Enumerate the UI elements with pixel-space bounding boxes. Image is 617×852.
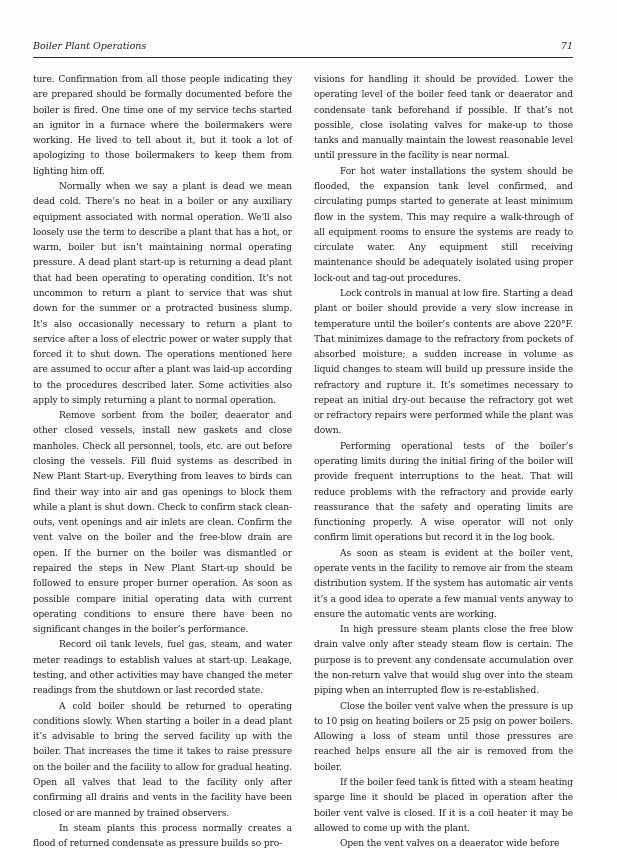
- running-title: Boiler Plant Operations: [33, 41, 147, 52]
- paragraph: Record oil tank levels, fuel gas, steam, and water meter readings to establish values at start-up. Leakage, testing, and other activities may have changed the meter readings from the shutdown or last recorded state.: [33, 640, 292, 697]
- paragraph: Lock controls in manual at low fire. Starting a dead plant or boiler should provide a very slow increase in temperature until the boiler’s contents are above 220°F. That minimizes damage to the refractory from pockets of absorbed moisture; a sudden increase in volume as liquid changes to steam will build up pressure inside the refractory and rupture it. It’s sometimes necessary to repeat an initial dry-out because the refractory got wet or refractory repairs were performed while the plant was down.: [314, 288, 573, 437]
- paragraph: visions for handling it should be provided. Lower the operating level of the boiler feed tank or deaerator and condensate tank beforehand if possible. If that’s not possible, close isolating valves for make-up to those tanks and manually maintain the lowest reasonable level until pressure in the facility is near normal.: [314, 75, 573, 162]
- paragraph: In steam plants this process normally creates a flood of returned condensate as pressure builds so pro-: [33, 823, 292, 850]
- paragraph: In high pressure steam plants close the free blow drain valve only after steady steam flow is certain. The purpose is to prevent any condensate accumulation over the non-return valve that would slug over into the steam piping when an interrupted flow is re-established.: [314, 625, 573, 697]
- paragraph: ture. Confirmation from all those people indicating they are prepared should be formally documented before the boiler is fired. One time one of my service techs started an ignitor in a furnace where the boilermakers were working. He lived to tell about it, but it took a lot of apologizing to those boilermakers to keep them from lighting him off.: [33, 75, 292, 177]
- paragraph: Close the boiler vent valve when the pressure is up to 10 psig on heating boilers or 25 psig on power boilers. Allowing a loss of steam until those pressures are reached helps ensure all the air is removed from the boiler.: [314, 701, 573, 773]
- paragraph: Open the vent valves on a deaerator wide before: [340, 839, 560, 850]
- header-rule: [33, 57, 573, 58]
- right-column: [314, 73, 573, 852]
- paragraph: A cold boiler should be returned to operating conditions slowly. When starting a boiler in a dead plant it’s advisable to bring the served facility up with the boiler. That increases the time it takes to raise pressure on the boiler and the facility to allow for gradual heating. Open all valves that lead to the facility only after confirming all drains and vents in the facility have been closed or are manned by trained observers.: [33, 701, 292, 819]
- left-column: [33, 73, 292, 852]
- paragraph: Performing operational tests of the boiler’s operating limits during the initial firing of the boiler will provide frequent interruptions to the heat. That will reduce problems with the refractory and provide early reassurance that the safety and operating limits are functioning properly. A wise operator will not only confirm limit operations but record it in the log book.: [314, 441, 573, 544]
- paragraph: Normally when we say a plant is dead we mean dead cold. There’s no heat in a boiler or any auxiliary equipment associated with normal operation. We’ll also loosely use the term to describe a plant that has a hot, or warm, boiler but isn’t maintaining normal operating pressure. A dead plant start-up is returning a dead plant that had been operating to operating condition. It’s not uncommon to return a plant to service that was shut down for the summer or a protracted business slump. It’s also occasionally necessary to return a plant to service after a loss of electric power or water supply that forced it to shut down. The operations mentioned here are assumed to occur after a plant was laid-up according to the procedures described later. Some activities also apply to simply returning a plant to normal operation.: [33, 181, 292, 406]
- paragraph: If the boiler feed tank is fitted with a steam heating sparge line it should be placed in operation after the boiler vent valve is closed. If it is a coil heater it may be allowed to come up with the plant.: [314, 777, 573, 834]
- page-number: 71: [560, 41, 573, 52]
- paragraph: For hot water installations the system should be flooded, the expansion tank level confirmed, and circulating pumps started to generate at least minimum flow in the system. This may require a walk-through of all equipment rooms to ensure the systems are ready to circulate water. Any equipment still receiving maintenance should be adequately isolated using proper lock-out and tag-out procedures.: [314, 166, 573, 284]
- paragraph: Remove sorbent from the boiler, deaerator and other closed vessels, install new gaskets and close manholes. Check all personnel, tools, etc. are out before closing the vessels. Fill fluid systems as described in New Plant Start-up. Everything from leaves to birds can find their way into air and gas openings to block them while a plant is shut down. Check to confirm stack clean-outs, vent openings and air inlets are clean. Confirm the vent valve on the boiler and the free-blow drain are open. If the burner on the boiler was dismantled or repaired the steps in New Plant Start-up should be followed to ensure proper burner operation. As soon as possible compare initial operating data with current operating conditions to ensure there have been no significant changes in the boiler’s performance.: [33, 411, 292, 636]
- paragraph: As soon as steam is evident at the boiler vent, operate vents in the facility to remove air from the steam distribution system. If the system has automatic air vents it’s a good idea to operate a few manual vents anyway to ensure the automatic vents are working.: [314, 548, 573, 620]
